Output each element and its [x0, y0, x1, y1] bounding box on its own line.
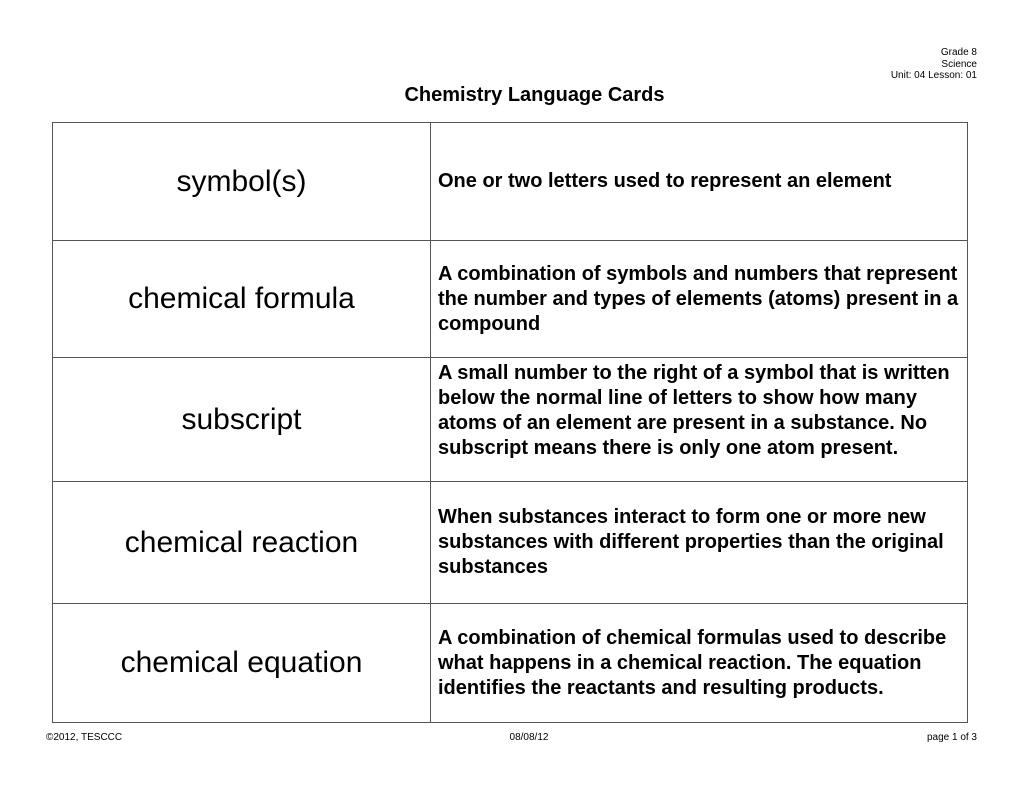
card-definition: One or two letters used to represent an element: [431, 123, 968, 241]
card-row: [53, 241, 968, 358]
card-row: [53, 604, 968, 723]
card-definition: When substances interact to form one or more new substances with different properties than the original substances: [431, 482, 968, 604]
card-term: chemical reaction: [53, 482, 431, 604]
grade-label: Grade 8: [940, 47, 977, 58]
document-header-info: [891, 47, 977, 82]
footer-page-number: page 1 of 3: [926, 732, 977, 743]
card-term: chemical formula: [53, 241, 431, 358]
card-definition: A combination of chemical formulas used to describe what happens in a chemical reaction. The equation identifies the reactants and resulting products.: [431, 604, 968, 723]
footer-date: 08/08/12: [509, 732, 549, 743]
card-row: [53, 482, 968, 604]
card-term: chemical equation: [53, 604, 431, 723]
card-term: symbol(s): [53, 123, 431, 241]
language-cards-table: [52, 122, 968, 723]
card-term: subscript: [53, 358, 431, 482]
subject-label: Science: [941, 58, 977, 70]
card-definition: A combination of symbols and numbers that represent the number and types of elements (atoms) present in a compound: [431, 241, 968, 358]
unit-lesson-label: Unit: 04 Lesson: 01: [890, 70, 977, 81]
footer-copyright: ©2012, TESCCC: [46, 732, 123, 743]
card-row: [53, 358, 968, 482]
card-row: [53, 123, 968, 241]
card-definition: A small number to the right of a symbol that is written below the normal line of letters to show how many atoms of an element are present in a substance. No subscript means there is only one atom present.: [431, 358, 968, 482]
page-title: Chemistry Language Cards: [404, 84, 665, 106]
page-title-wrapper: [0, 83, 1024, 107]
